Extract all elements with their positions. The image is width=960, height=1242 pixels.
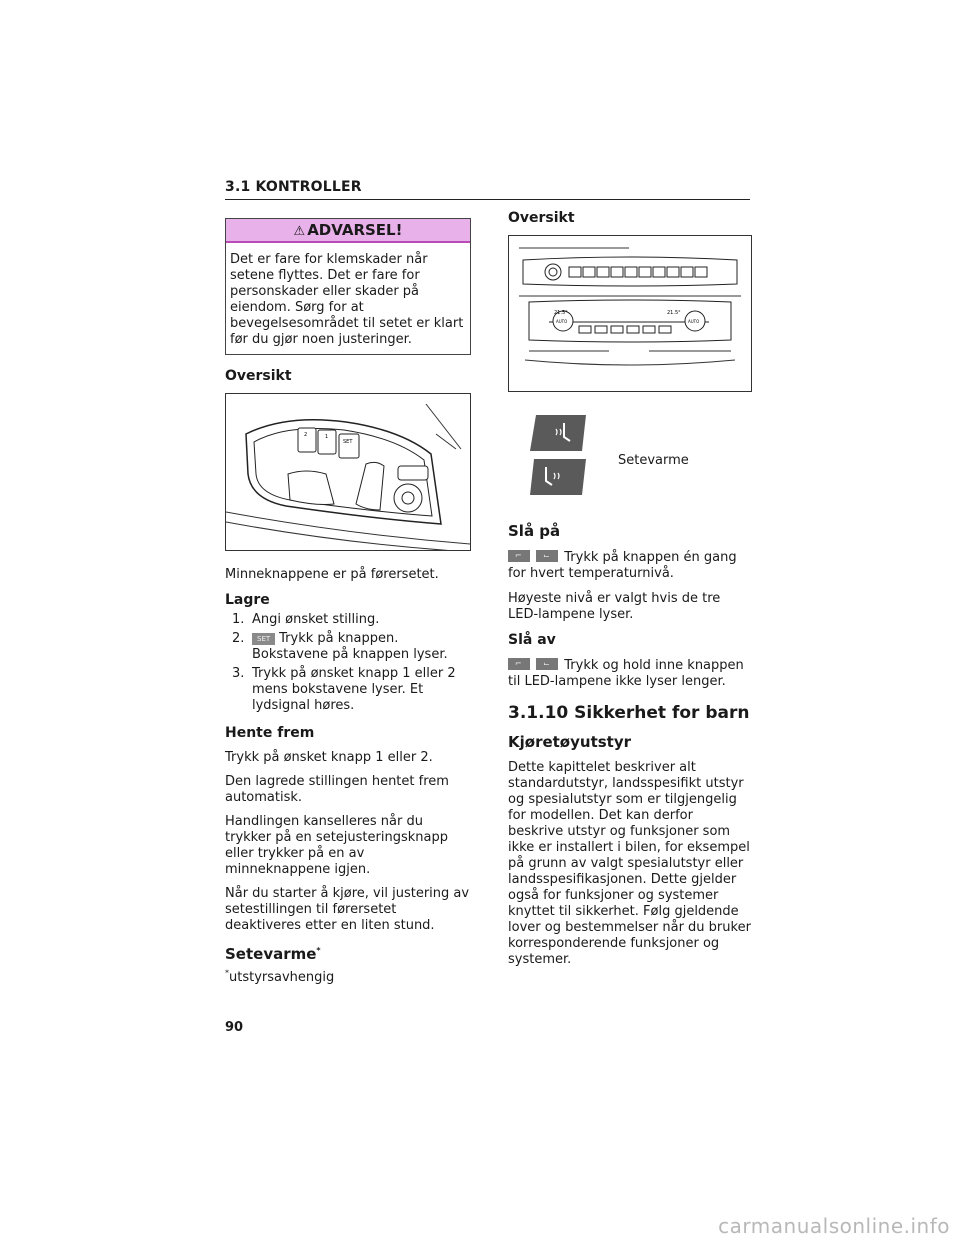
lagre-step-3: 3. Trykk på ønsket knapp 1 eller 2 mens bokstavene lyser. Et lydsignal høres. [232,666,456,713]
lagre-steps [225,612,471,714]
warning-body: Det er fare for klemskader når setene flyttes. Det er fare for personskader eller skader på eiendom. Sørg for at bevegelsesområdet til setet er klart før du gjør noen justeringer. [230,252,464,347]
hente-p1: Trykk på ønsket knapp 1 eller 2. [225,750,433,765]
warning-title [226,219,470,243]
climate-panel-illustration [509,236,751,391]
climate-temp-left: 21.5° [554,310,568,316]
overview-heading-left: Oversikt [225,368,292,384]
right-column [508,209,751,968]
setevarme-star: * [316,946,321,955]
warning-box [225,218,471,355]
climate-auto-right: AUTO [688,319,700,324]
warning-title-text: ADVARSEL! [307,221,403,239]
setevarme-heading: Setevarme* [225,945,321,963]
page-number: 90 [225,1020,244,1035]
sla-av-text: ⌐ ⌙ Trykk og hold inne knappen til LED-lampene ikke lyser lenger. [508,658,744,689]
lagre-step-2: 2. SET Trykk på knappen. Bokstavene på knappen lyser. [232,631,448,662]
memory-set-label: SET [343,439,353,445]
memory-2-label: 2 [304,432,308,438]
climate-temp-right: 21.5° [667,310,681,316]
seat-heat-right-mini-icon: ⌙ [536,550,558,562]
sla-pa-heading: Slå på [508,522,561,540]
set-button-icon: SET [252,633,275,645]
left-column [225,218,471,986]
climate-auto-left: AUTO [556,319,568,324]
setevarme-label: Setevarme [618,453,689,468]
seat-controls-illustration [226,394,470,550]
seat-heat-left-mini-icon-2: ⌐ [508,658,530,670]
seat-heating-left-icon [530,415,586,451]
overview-heading-right: Oversikt [508,210,575,226]
climate-panel-figure [508,235,752,392]
seat-heat-left-mini-icon: ⌐ [508,550,530,562]
seat-heating-right-icon [530,459,586,495]
hente-p2: Den lagrede stillingen hentet frem automatisk. [225,774,449,805]
warning-triangle-icon: ⚠ [293,224,306,239]
subsection-title: Kjøretøyutstyr [508,733,632,751]
memory-1-label: 1 [325,434,329,440]
hente-p4: Når du starter å kjøre, vil justering av setestillingen til førersetet deaktiveres etter en liten stund. [225,886,470,933]
intro-text: Minneknappene er på førersetet. [225,567,439,582]
seat-controls-figure [225,393,471,551]
seat-heating-icons [508,415,751,505]
watermark: carmanualsonline.info [718,1214,950,1238]
kjoretoy-body: Dette kapittelet beskriver alt standardutstyr, landsspesifikt utstyr og spesialutstyr som er tilgjengelig for modellen. Det kan derfor beskrive utstyr og funksjoner som ikke er installert i bilen, for eksempel på grunn av valgt spesialutstyr eller landsspesifikasjonen. Dette gjelder også for funksjoner og systemer knyttet til sikkerhet. Følg gjeldende lover og bestemmelser når du bruker korresponderende funksjoner og systemer. [508,760,751,967]
hoyeste-text: Høyeste nivå er valgt hvis de tre LED-lampene lyser. [508,591,721,622]
sla-pa-text: ⌐ ⌙ Trykk på knappen én gang for hvert temperaturnivå. [508,550,737,581]
footnote: *utstyrsavhengig [225,968,335,985]
section-header: 3.1 KONTROLLER [225,179,750,200]
lagre-heading: Lagre [225,592,270,608]
lagre-step-1: 1. Angi ønsket stilling. [232,612,380,627]
section-title: 3.1.10 Sikkerhet for barn [508,703,750,723]
hente-heading: Hente frem [225,725,315,741]
sla-av-heading: Slå av [508,632,556,648]
hente-p3: Handlingen kanselleres når du trykker på en setejusteringsknapp eller trykker på en av minneknappene igjen. [225,814,448,877]
seat-heat-right-mini-icon-2: ⌙ [536,658,558,670]
